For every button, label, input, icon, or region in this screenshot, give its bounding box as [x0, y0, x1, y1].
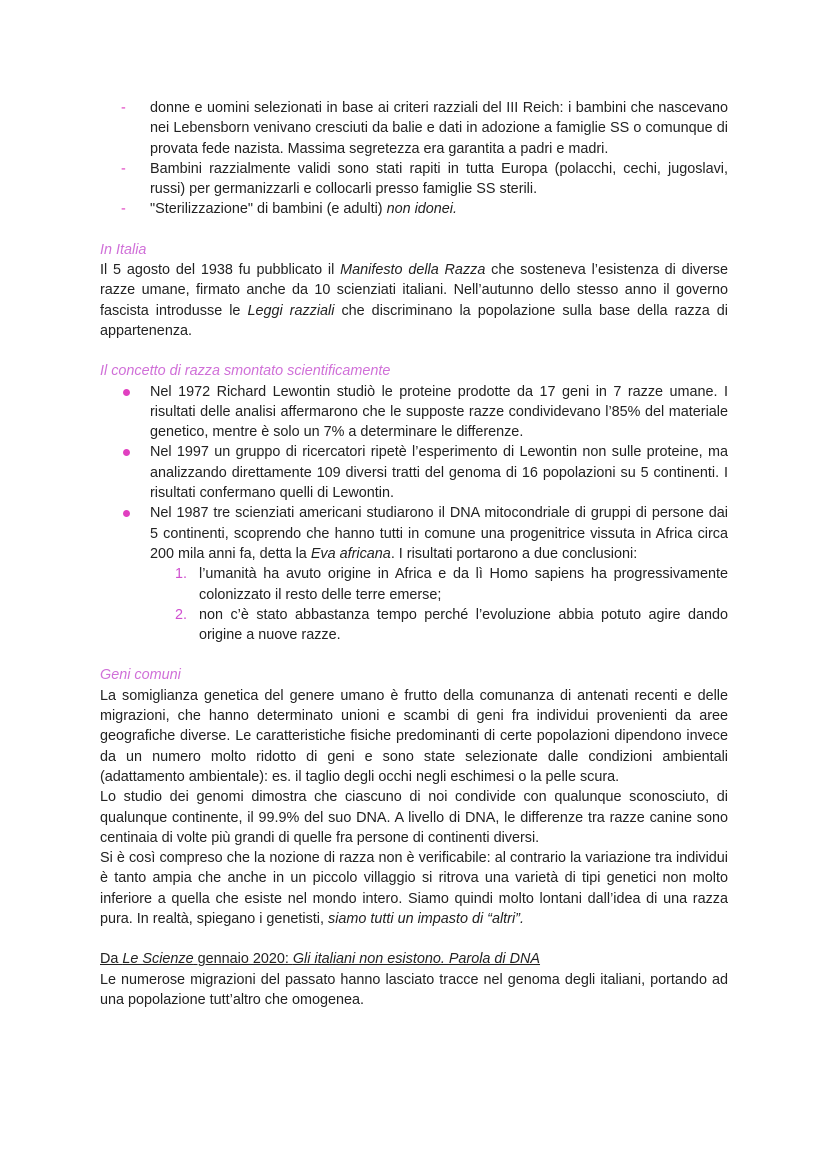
- geni-paragraph-3: [100, 848, 728, 929]
- text-italic: siamo tutti un impasto di “altri”.: [328, 910, 524, 927]
- article-title: Gli italiani non esistono. Parola di DNA: [292, 951, 541, 968]
- list-item-text: non c’è stato abbastanza tempo perché l’evoluzione abbia potuto agire dando origine a nuove razze.: [199, 606, 728, 644]
- list-item-text: . I risultati portarono a due conclusioni:: [390, 545, 638, 562]
- list-item-text: Nel 1987 tre scienziati americani studiarono il DNA mitocondriale di gruppi di persone dai 5 continenti, scoprendo che hanno tutti in comune una progenitrice vissuta in Africa circa 200 mila anni fa, detta la: [150, 505, 728, 562]
- list-item-text: "Sterilizzazione" di bambini (e adulti): [150, 201, 387, 218]
- list-item: [100, 98, 728, 159]
- dash-marker: -: [121, 100, 126, 116]
- list-item: [100, 199, 728, 219]
- italia-paragraph: [100, 260, 728, 341]
- list-item: [150, 605, 728, 646]
- list-item-text: Nel 1997 un gruppo di ricercatori ripetè l’esperimento di Lewontin non sulle proteine, ma analizzando direttamente 109 diversi tratti del genoma di 16 popolazioni su 5 continenti. I risultati confermano quelli di Lewontin.: [150, 444, 728, 502]
- list-item: [150, 564, 728, 605]
- text-run: Il 5 agosto del 1938 fu pubblicato il: [100, 262, 341, 279]
- source-line: [100, 949, 728, 969]
- text-run: che discriminano la popolazione sulla base della razza di appartenenza.: [100, 302, 728, 339]
- conclusions-list: [150, 564, 728, 645]
- lebensborn-list: [100, 98, 728, 220]
- list-item-text: l’umanità ha avuto origine in Africa e da lì Homo sapiens ha progressivamente colonizzato il resto delle terre emerse;: [199, 566, 728, 603]
- bullet-icon: [123, 510, 130, 517]
- section-heading-concetto: Il concetto di razza smontato scientificamente: [100, 363, 391, 380]
- list-item: [100, 159, 728, 200]
- geni-paragraph-2: Lo studio dei genomi dimostra che ciascuno di noi condivide con qualunque sconosciuto, di qualunque continente, il 99.9% del suo DNA. A livello di DNA, le differenze tra razze canine sono centinaia di volte più grandi di quelle fra persone di continenti diversi.: [100, 789, 728, 846]
- list-item: [100, 503, 728, 645]
- text-run: gennaio 2020:: [193, 951, 293, 968]
- dash-marker: -: [121, 201, 126, 218]
- list-item-text: Bambini razzialmente validi sono stati rapiti in tutta Europa (polacchi, cechi, jugoslavi, russi) per germanizzarli e collocarli presso famiglie SS sterili.: [150, 160, 728, 198]
- list-item-text: donne e uomini selezionati in base ai criteri razziali del III Reich: i bambini che nascevano nei Lebensborn venivano cresciuti da balie e dati in adozione a famiglie SS o comunque di provata fede nazista. Massima segretezza era garantita a padri e madri.: [150, 100, 728, 157]
- dash-marker: -: [121, 160, 126, 177]
- list-item: [100, 382, 728, 443]
- bullet-icon: [123, 449, 130, 456]
- geni-paragraph-1: La somiglianza genetica del genere umano è frutto della comunanza di antenati recenti e delle migrazioni, che hanno determinato unioni e scambi di geni fra individui provenienti da aree geografiche diverse. Le caratteristiche fisiche predominanti di certe popolazioni dipendono invece da un numero molto ridotto di geni e sono state selezionate dalle condizioni ambientali (adattamento ambientale): es. il taglio degli occhi negli eschimesi o la pelle scura.: [100, 687, 728, 785]
- list-item-text: Nel 1972 Richard Lewontin studiò le proteine prodotte da 17 geni in 7 razze umane. I risultati delle analisi affermarono che le supposte razze condividevano l’85% del materiale genetico, mentre è solo un 7% a determinare le differenze.: [150, 383, 728, 441]
- source-paragraph: Le numerose migrazioni del passato hanno lasciato tracce nel genoma degli italiani, portando ad una popolazione tutt’altro che omogenea.: [100, 971, 728, 1008]
- text-run: Da: [100, 951, 123, 968]
- spacer: [100, 929, 728, 949]
- leggi-title: Leggi razziali: [247, 302, 335, 319]
- list-item: [100, 442, 728, 503]
- list-number: 1.: [175, 566, 188, 583]
- list-item-italic: non idonei.: [386, 201, 457, 218]
- section-heading-geni: Geni comuni: [100, 667, 181, 684]
- magazine-name: Le Scienze: [122, 951, 194, 968]
- eva-africana: Eva africana: [310, 545, 391, 562]
- document-page: [100, 98, 728, 1010]
- concetto-bullet-list: [100, 382, 728, 646]
- manifesto-title: Manifesto della Razza: [340, 262, 486, 279]
- text-run: Si è così compreso che la nozione di razza non è verificabile: al contrario la variazione tra individui è tanto ampia che anche in un piccolo villaggio si ritrova una varietà di tipi genetici non molto inferiore a quella che esiste nel mondo intero. Siamo quindi molto lontani dall’idea di una razza pura. In realtà, spiegano i genetisti,: [100, 850, 728, 927]
- list-number: 2.: [175, 606, 188, 623]
- text-run: che sosteneva l’esistenza di diverse razze umane, firmato anche da 10 scienziati italiani. Nell’autunno dello stesso anno il governo fascista introdusse le: [100, 262, 728, 319]
- bullet-icon: [123, 389, 130, 396]
- section-heading-italia: In Italia: [100, 241, 147, 258]
